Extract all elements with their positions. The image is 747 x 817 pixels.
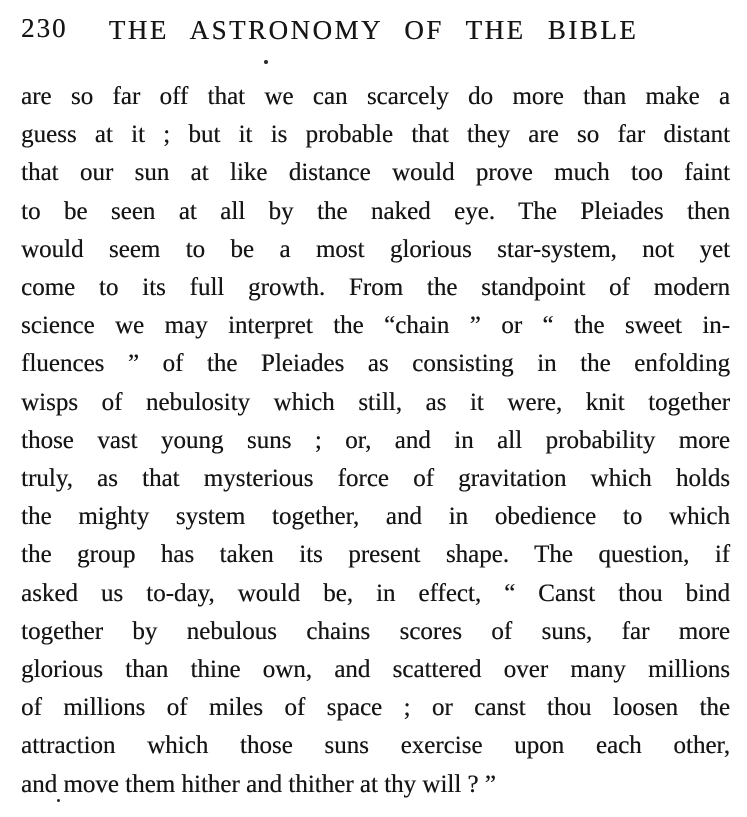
text-line: would seem to be a most glorious star-system, not yet [21, 235, 730, 263]
text-line: glorious than thine own, and scattered over many millions [21, 656, 730, 684]
text-line: are so far off that we can scarcely do more than make a [21, 83, 730, 110]
text-line: to be seen at all by the naked eye. The Pleiades then [21, 197, 730, 225]
text-line: the group has taken its present shape. The question, if [21, 541, 730, 569]
scan-speck [57, 799, 60, 802]
scan-speck [264, 60, 268, 64]
text-line: and move them hither and thither at thy will ? ” [21, 770, 496, 798]
page-number: 230 [21, 13, 68, 43]
text-line: of millions of miles of space ; or canst thou loosen the [21, 694, 730, 722]
text-line: together by nebulous chains scores of suns, far more [21, 617, 730, 645]
text-line: science we may interpret the “chain ” or “ the sweet in- [21, 312, 730, 340]
text-line: those vast young suns ; or, and in all probability more [21, 426, 730, 454]
text-line: truly, as that mysterious force of gravitation which holds [21, 465, 730, 493]
running-title: THE ASTRONOMY OF THE BIBLE [108, 15, 639, 45]
text-line: the mighty system together, and in obedience to which [21, 503, 730, 531]
text-line: fluences ” of the Pleiades as consisting in the enfolding [21, 350, 730, 378]
text-line: asked us to-day, would be, in effect, “ Canst thou bind [21, 579, 730, 607]
page-header [0, 0, 747, 53]
text-line: attraction which those suns exercise upon each other, [21, 732, 730, 760]
text-line: that our sun at like distance would prove much too faint [21, 159, 730, 187]
text-line: wisps of nebulosity which still, as it were, knit together [21, 388, 730, 416]
page-body [21, 78, 730, 804]
text-line: guess at it ; but it is probable that they are so far distant [21, 121, 730, 149]
text-line: come to its full growth. From the standpoint of modern [21, 274, 730, 302]
